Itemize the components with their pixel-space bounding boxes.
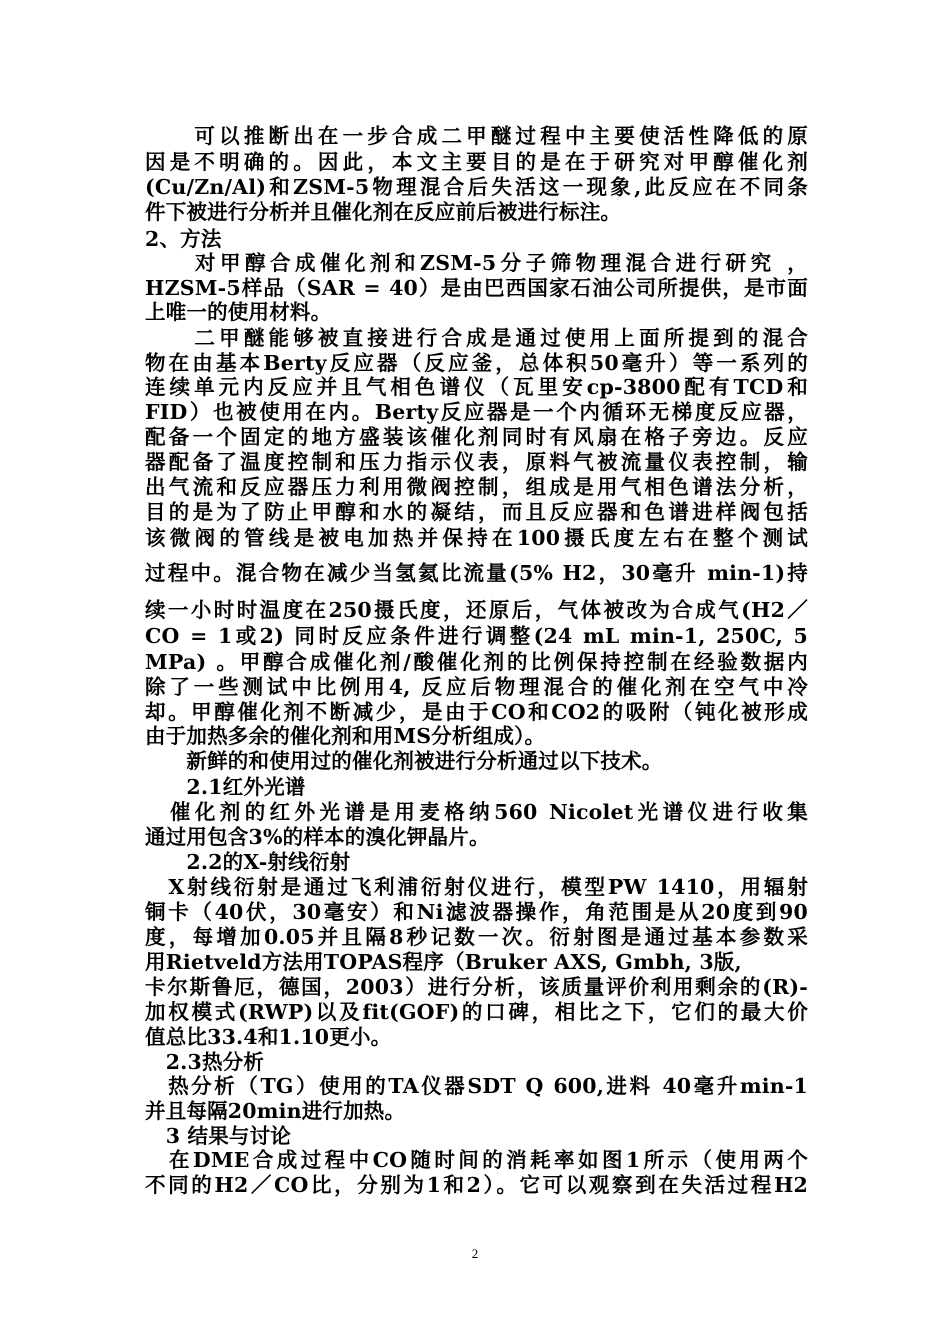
- text-line: X射线衍射是通过飞利浦衍射仪进行，模型PW 1410，用辐射: [145, 875, 808, 899]
- text-line: 该微阀的管线是被电加热并保持在100摄氏度左右在整个测试: [145, 526, 808, 550]
- text-line: 出气流和反应器压力利用微阀控制，组成是用气相色谱法分析，: [145, 475, 808, 499]
- text-line: 2.3热分析: [145, 1050, 265, 1074]
- text-line: MPa) 。甲醇合成催化剂/酸催化剂的比例保持控制在经验数据内: [145, 650, 808, 674]
- text-line: 并且每隔20min进行加热。: [145, 1099, 406, 1123]
- text-line: 2.2的X-射线衍射: [145, 850, 351, 874]
- text-line: 上唯一的使用材料。: [145, 300, 332, 324]
- text-line: CO = 1或2) 同时反应条件进行调整(24 mL min-1, 250C, 5: [145, 624, 808, 648]
- text-line: 因是不明确的。因此，本文主要目的是在于研究对甲醇催化剂: [145, 150, 808, 174]
- text-line: 配备一个固定的地方盛装该催化剂同时有风扇在格子旁边。反应: [145, 425, 808, 449]
- page-number: 2: [471, 1246, 479, 1261]
- text-line: HZSM-5样品（SAR = 40）是由巴西国家石油公司所提供，是市面: [145, 276, 808, 300]
- text-line: 铜卡（40伏，30毫安）和Ni滤波器操作，角范围是从20度到90: [145, 900, 808, 924]
- text-line: 催化剂的红外光谱是用麦格纳560 Nicolet光谱仪进行收集: [145, 800, 808, 824]
- text-line: 2.1红外光谱: [145, 775, 306, 799]
- text-line: 目的是为了防止甲醇和水的凝结，而且反应器和色谱进样阀包括: [145, 500, 808, 524]
- text-line: 可以推断出在一步合成二甲醚过程中主要使活性降低的原: [145, 124, 808, 148]
- text-line: 2、方法: [145, 227, 222, 251]
- text-line: 3 结果与讨论: [145, 1124, 292, 1148]
- text-line: 卡尔斯鲁厄，德国，2003）进行分析，该质量评价利用剩余的(R)-: [145, 975, 808, 999]
- text-line: 由于加热多余的催化剂和用MS分析组成）。: [145, 724, 546, 748]
- text-line: 热分析（TG）使用的TA仪器SDT Q 600,进料 40毫升min-1: [145, 1074, 808, 1098]
- text-line: 二甲醚能够被直接进行合成是通过使用上面所提到的混合: [145, 326, 808, 350]
- text-line: 续一小时时温度在250摄氏度，还原后，气体被改为合成气(H2／: [145, 598, 808, 622]
- text-line: 度，每增加0.05并且隔8秒记数一次。衍射图是通过基本参数采: [145, 925, 808, 949]
- text-line: 通过用包含3%的样本的溴化钾晶片。: [145, 825, 490, 849]
- text-line: 器配备了温度控制和压力指示仪表，原料气被流量仪表控制，输: [145, 450, 808, 474]
- text-line: 值总比33.4和1.10更小。: [145, 1025, 392, 1049]
- text-line: 除了一些测试中比例用4, 反应后物理混合的催化剂在空气中冷: [145, 675, 808, 699]
- text-line: 对甲醇合成催化剂和ZSM-5分子筛物理混合进行研究 ，: [145, 251, 808, 275]
- text-line: (Cu/Zn/Al)和ZSM-5物理混合后失活这一现象,此反应在不同条: [145, 175, 808, 199]
- text-line: 加权模式(RWP)以及fit(GOF)的口碑，相比之下，它们的最大价: [145, 1000, 808, 1024]
- text-line: 连续单元内反应并且气相色谱仪（瓦里安cp-3800配有TCD和: [145, 375, 808, 399]
- text-line: FID）也被使用在内。Berty反应器是一个内循环无梯度反应器，: [145, 400, 808, 424]
- text-line: 在DME合成过程中CO随时间的消耗率如图1所示（使用两个: [145, 1148, 808, 1172]
- text-line: 不同的H2／CO比，分别为1和2）。它可以观察到在失活过程H2: [145, 1173, 808, 1197]
- text-line: 物在由基本Berty反应器（反应釜，总体积50毫升）等一系列的: [145, 351, 808, 375]
- text-line: 新鲜的和使用过的催化剂被进行分析通过以下技术。: [145, 749, 663, 773]
- text-line: 用Rietveld方法用TOPAS程序（Bruker AXS, Gmbh, 3版,: [145, 950, 742, 974]
- text-line: 却。甲醇催化剂不断减少，是由于CO和CO2的吸附（钝化被形成: [145, 700, 808, 724]
- text-line: 过程中。混合物在减少当氢氦比流量(5% H2，30毫升 min-1)持: [145, 561, 808, 585]
- text-line: 件下被进行分析并且催化剂在反应前后被进行标注。: [145, 200, 622, 224]
